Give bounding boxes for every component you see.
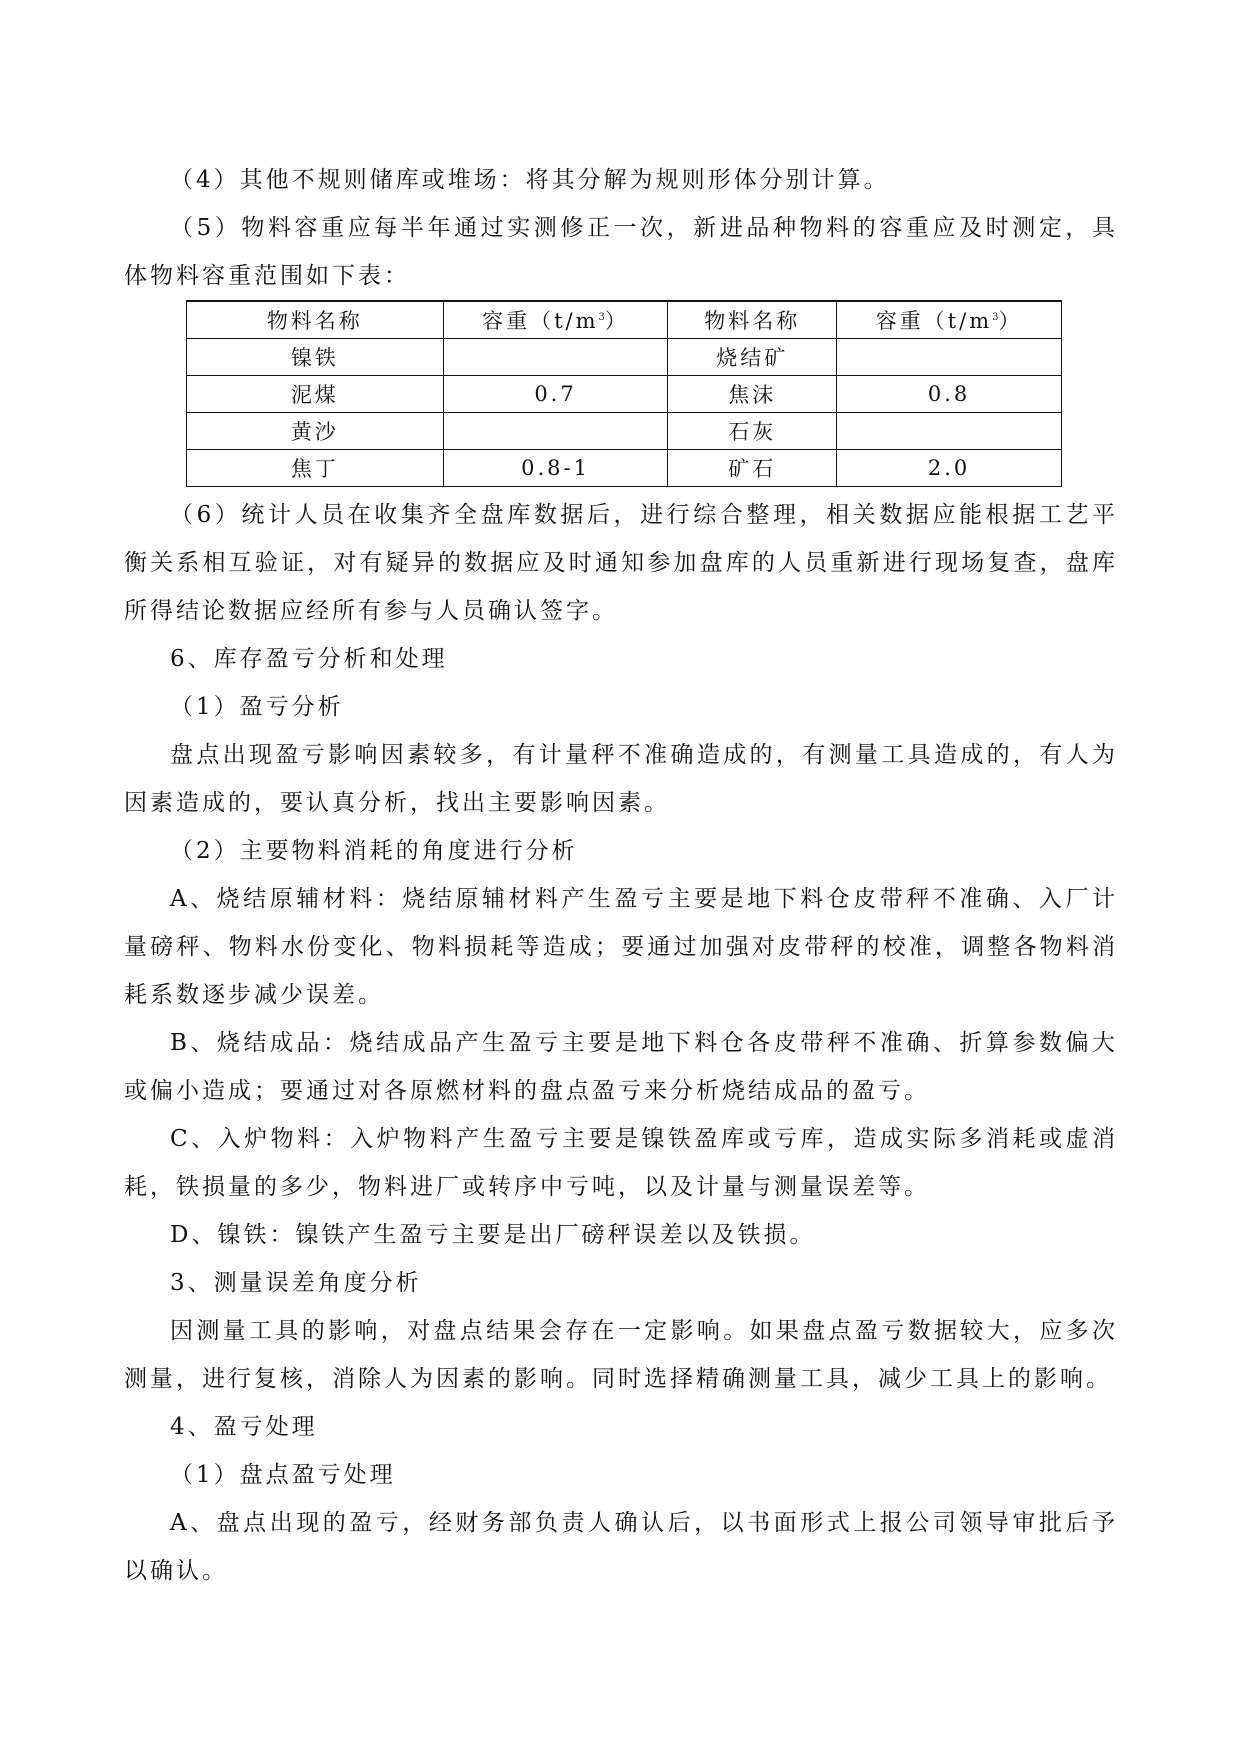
paragraph-b-sinter-products: B、烧结成品：烧结成品产生盈亏主要是地下料仓各皮带秤不准确、折算参数偏大或偏小造成；要通过对各原燃材料的盘点盈亏来分析烧结成品的盈亏。 [124, 1030, 1118, 1104]
table-cell [443, 413, 668, 450]
header-density: 容重$(t/m^3)$ [837, 301, 1062, 339]
table-cell: 烧结矿 [668, 339, 837, 376]
table-row [187, 450, 1062, 487]
section-heading-measurement-error: 3、测量误差角度分析 [170, 1270, 422, 1296]
table-cell: 矿石 [668, 450, 837, 487]
table-cell: 焦沫 [668, 376, 837, 413]
paragraph-a-sinter-raw-materials: A、烧结原辅材料：烧结原辅材料产生盈亏主要是地下料仓皮带秤不准确、入厂计量磅秤、物料水份变化、物料损耗等造成；要通过加强对皮带秤的校准，调整各物料消耗系数逐步减少误差。 [124, 886, 1118, 1008]
header-material-name: 物料名称 [668, 301, 837, 339]
table-row [187, 376, 1062, 413]
table-header-row [187, 301, 1062, 339]
table-row [187, 339, 1062, 376]
table-cell [443, 339, 668, 376]
document-page [124, 156, 1118, 1595]
table-cell [837, 413, 1062, 450]
table-cell: 镍铁 [187, 339, 444, 376]
paragraph-6-statistics-verification: （6）统计人员在收集齐全盘库数据后，进行综合整理，相关数据应能根据工艺平衡关系相互验证，对有疑异的数据应及时通知参加盘库的人员重新进行现场复查，盘库所得结论数据应经所有参与人员确认签字。 [124, 502, 1118, 624]
table-cell: 黄沙 [187, 413, 444, 450]
table-cell: 0.8 [837, 376, 1062, 413]
table-row [187, 413, 1062, 450]
header-density: 容重$(t/m^3)$ [443, 301, 668, 339]
material-density-table [186, 300, 1062, 487]
paragraph-analysis-factors: 盘点出现盈亏影响因素较多，有计量秤不准确造成的，有测量工具造成的，有人为因素造成的，要认真分析，找出主要影响因素。 [124, 742, 1118, 816]
section-heading-inventory-analysis: 6、库存盈亏分析和处理 [170, 646, 448, 672]
paragraph-c-furnace-materials: C、入炉物料：入炉物料产生盈亏主要是镍铁盈库或亏库，造成实际多消耗或虚消耗，铁损量的多少，物料进厂或转序中亏吨，以及计量与测量误差等。 [124, 1126, 1118, 1200]
paragraph-measurement-tools: 因测量工具的影响，对盘点结果会存在一定影响。如果盘点盈亏数据较大，应多次测量，进行复核，消除人为因素的影响。同时选择精确测量工具，减少工具上的影响。 [124, 1318, 1118, 1392]
table-cell [837, 339, 1062, 376]
table-cell: 石灰 [668, 413, 837, 450]
section-heading-profit-loss-handling: 4、盈亏处理 [170, 1414, 318, 1440]
subheading-inventory-handling: （1）盘点盈亏处理 [170, 1462, 396, 1488]
subheading-profit-loss-analysis: （1）盈亏分析 [170, 694, 344, 720]
header-material-name: 物料名称 [187, 301, 444, 339]
paragraph-a-approval: A、盘点出现的盈亏，经财务部负责人确认后，以书面形式上报公司领导审批后予以确认。 [124, 1510, 1118, 1584]
table-cell: 焦丁 [187, 450, 444, 487]
paragraph-d-nickel-iron: D、镍铁：镍铁产生盈亏主要是出厂磅秤误差以及铁损。 [170, 1222, 816, 1248]
subheading-material-consumption: （2）主要物料消耗的角度进行分析 [170, 838, 578, 864]
table-cell: 泥煤 [187, 376, 444, 413]
paragraph-4-irregular-storage: （4）其他不规则储库或堆场：将其分解为规则形体分别计算。 [170, 167, 890, 193]
table-cell: 0.7 [443, 376, 668, 413]
paragraph-5-material-density: （5）物料容重应每半年通过实测修正一次，新进品种物料的容重应及时测定，具体物料容重范围如下表： [124, 215, 1118, 289]
table-cell: 0.8-1 [443, 450, 668, 487]
table-cell: 2.0 [837, 450, 1062, 487]
